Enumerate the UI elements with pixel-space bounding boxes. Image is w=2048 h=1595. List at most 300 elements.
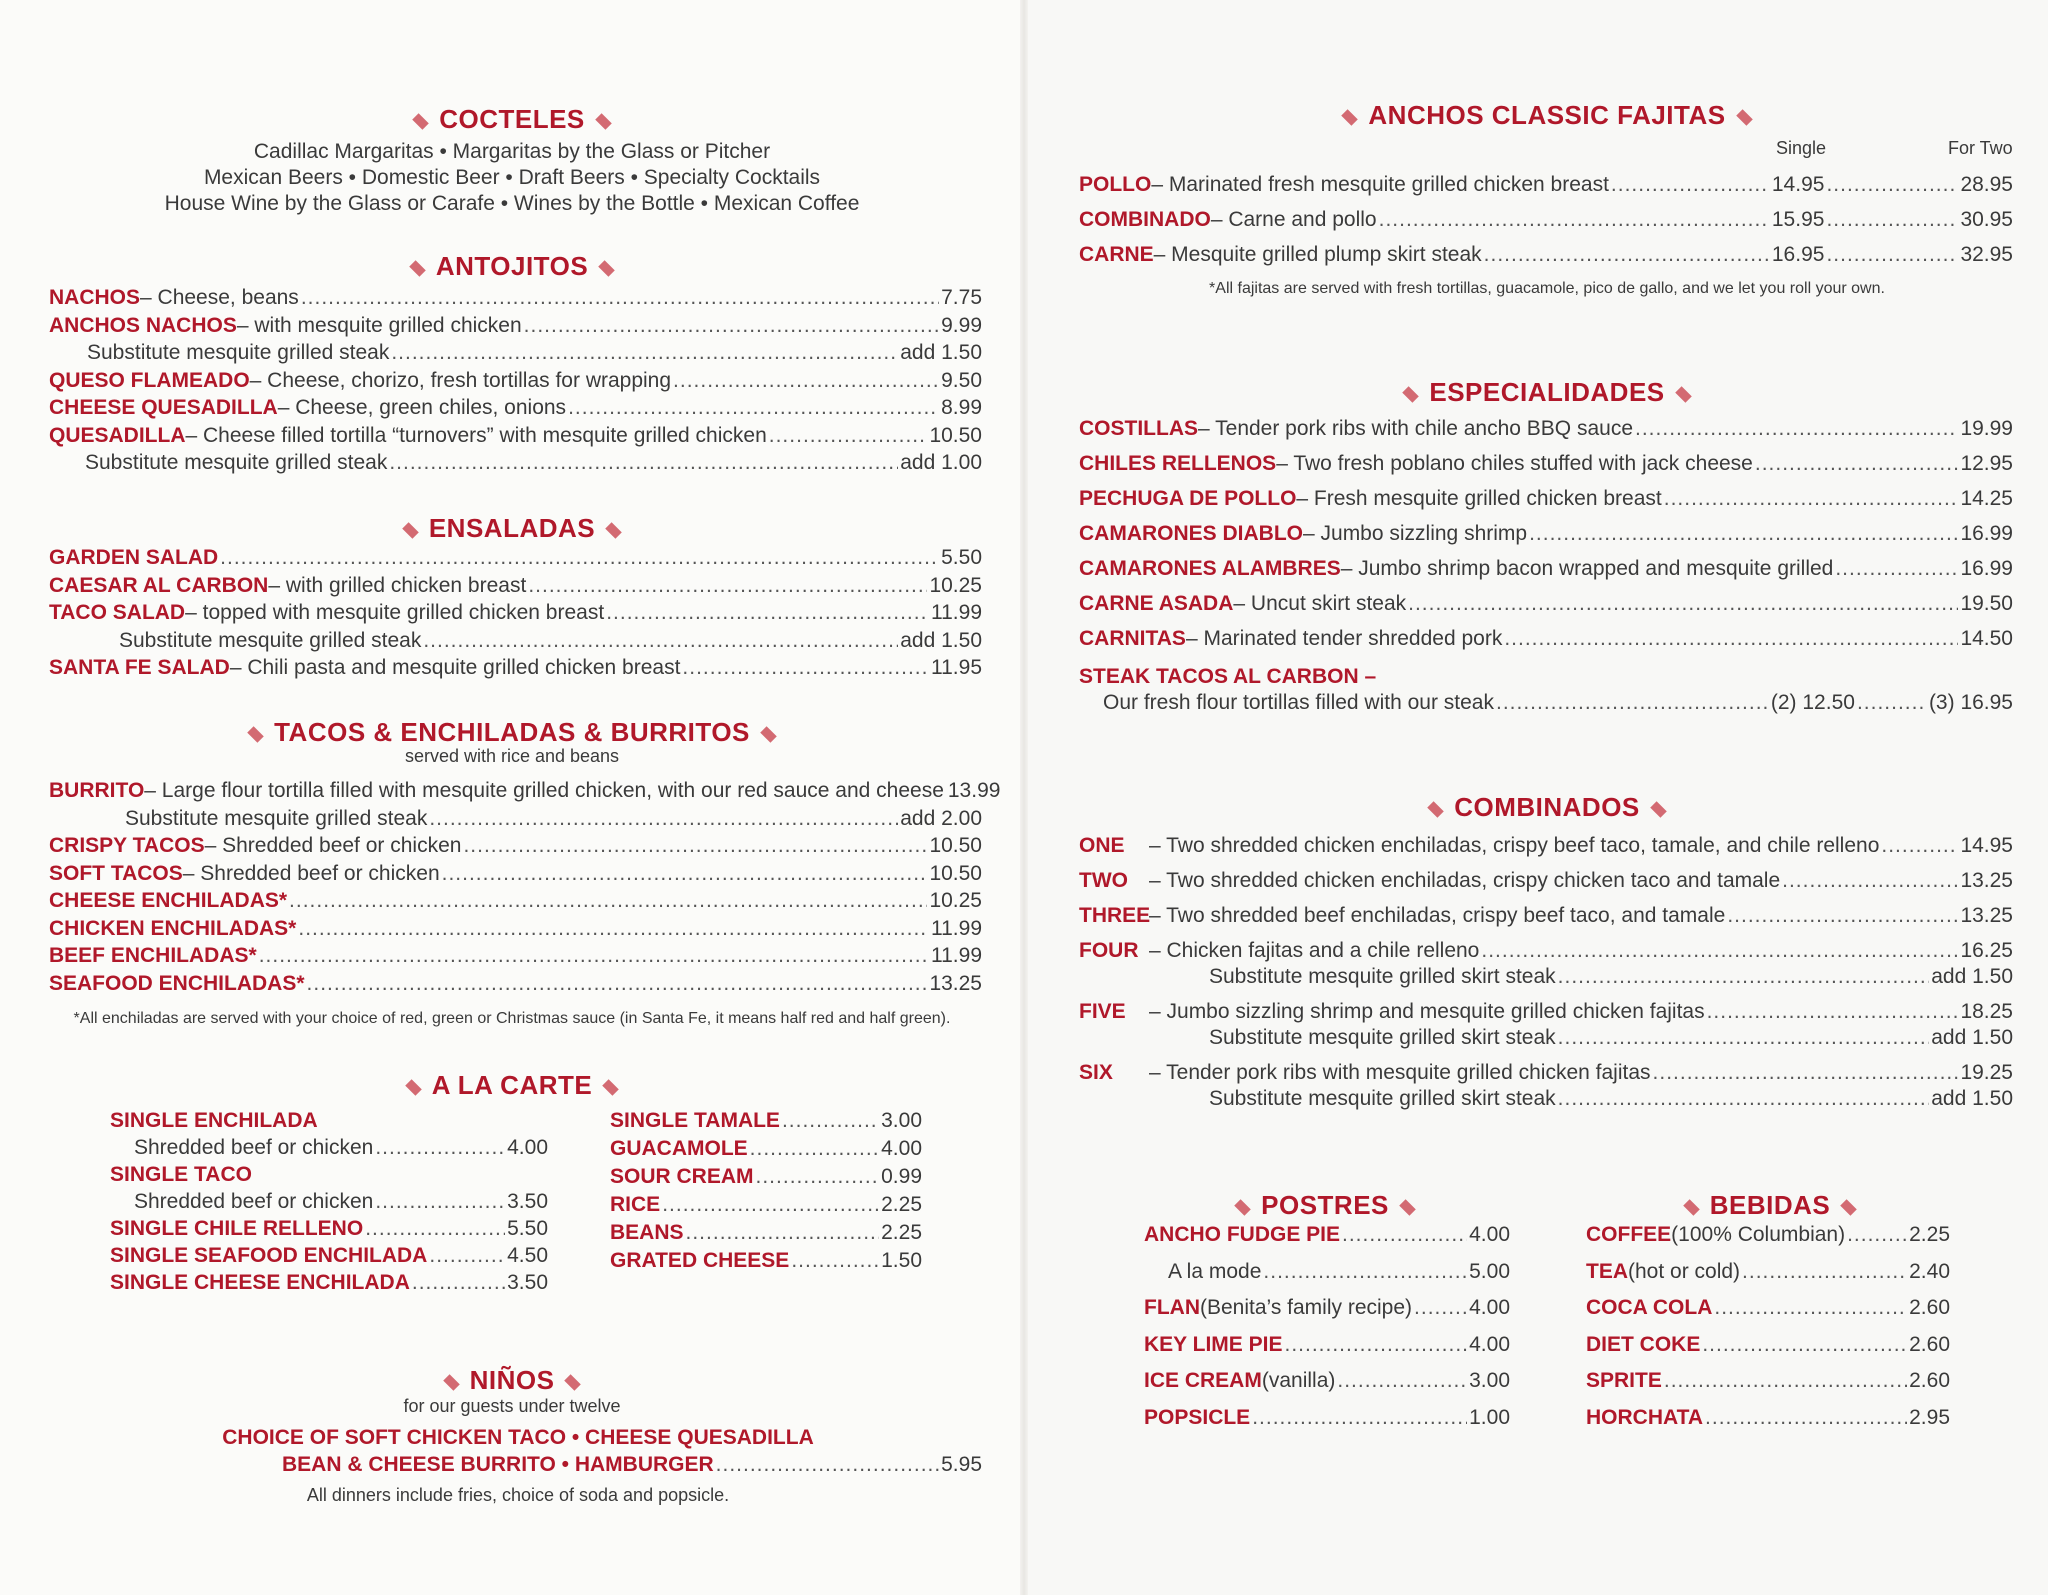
item-name: SIX — [1079, 1061, 1113, 1084]
leader-dots — [1635, 416, 1958, 442]
diamond-icon — [565, 1374, 582, 1391]
menu-item — [125, 806, 982, 832]
item-price: add 1.00 — [900, 451, 982, 474]
diamond-icon — [247, 726, 264, 743]
item-price: 0.99 — [881, 1165, 922, 1188]
item-desc: – Cheese, chorizo, fresh tortillas for wrapping — [249, 368, 672, 392]
item-price: 2.25 — [881, 1221, 922, 1244]
diamond-icon — [595, 113, 612, 130]
item-price: 19.25 — [1960, 1061, 2013, 1084]
leader-dots — [606, 600, 929, 626]
item-desc: A la mode — [1168, 1259, 1262, 1283]
leader-dots — [1707, 999, 1959, 1025]
item-desc: Substitute mesquite grilled steak — [125, 806, 428, 830]
menu-item — [49, 655, 982, 681]
menu-item — [1079, 833, 2013, 859]
item-desc: Substitute mesquite grilled skirt steak — [1209, 1026, 1556, 1049]
menu-item — [110, 1162, 548, 1188]
item-desc: – Two fresh poblano chiles stuffed with jack cheese — [1276, 452, 1753, 475]
leader-dots — [673, 368, 939, 394]
item-desc: (100% Columbian) — [1671, 1223, 1846, 1246]
diamond-icon — [1840, 1199, 1857, 1216]
item-desc: Our fresh flour tortillas filled with our steak — [1103, 691, 1494, 714]
menu-item — [610, 1192, 922, 1218]
item-name: SINGLE SEAFOOD ENCHILADA — [110, 1244, 428, 1267]
item-desc: – Tender pork ribs with mesquite grilled chicken fajitas — [1149, 1061, 1651, 1084]
item-name: TEA — [1586, 1259, 1628, 1283]
diamond-icon — [1427, 801, 1444, 818]
item-name: SANTA FE SALAD — [49, 656, 230, 679]
item-price: 1.00 — [1469, 1405, 1510, 1429]
item-name: FOUR — [1079, 939, 1139, 962]
menu-item — [610, 1108, 922, 1134]
item-name: COCA COLA — [1586, 1296, 1713, 1319]
item-price: 11.99 — [931, 916, 982, 940]
leader-dots — [442, 861, 928, 887]
fajitas-header — [1024, 100, 2048, 131]
leader-dots — [1835, 556, 1958, 582]
leader-dots — [791, 1248, 879, 1274]
menu-item — [49, 423, 982, 449]
item-name: CAESAR AL CARBON — [49, 573, 269, 597]
leader-dots — [1504, 626, 1958, 652]
item-price: 18.25 — [1960, 1000, 2013, 1023]
menu-item — [49, 285, 982, 311]
item-price: 3.50 — [507, 1271, 548, 1294]
menu-item — [1209, 964, 2013, 990]
item-price: 10.50 — [929, 834, 982, 857]
item-price: 14.25 — [1960, 487, 2013, 510]
menu-item — [1079, 626, 2013, 652]
item-name: THREE — [1079, 904, 1151, 927]
item-desc: (vanilla) — [1261, 1369, 1336, 1392]
item-price: 4.00 — [1469, 1296, 1510, 1319]
item-name: BEAN & CHEESE BURRITO • HAMBURGER — [282, 1453, 714, 1476]
menu-item — [610, 1248, 922, 1274]
item-name: CHEESE QUESADILLA — [49, 396, 278, 419]
item-price: 10.50 — [929, 861, 982, 885]
leader-dots — [412, 1270, 505, 1296]
item-name: CARNITAS — [1079, 627, 1186, 650]
leader-dots — [1414, 1295, 1467, 1321]
item-name: POPSICLE — [1144, 1405, 1251, 1429]
item-name: CARNE ASADA — [1079, 592, 1234, 615]
item-price: 10.25 — [929, 889, 982, 912]
menu-item — [1144, 1368, 1510, 1394]
diamond-icon — [1342, 109, 1359, 126]
tacos-header — [0, 717, 1024, 748]
item-desc: Substitute mesquite grilled skirt steak — [1209, 1087, 1556, 1110]
leader-dots — [463, 833, 927, 859]
item-price: 12.95 — [1960, 452, 2013, 475]
menu-item — [610, 1164, 922, 1190]
price-for-two: 32.95 — [1960, 243, 2013, 266]
item-price: add 1.50 — [900, 341, 982, 364]
item-price: 10.25 — [929, 573, 982, 597]
leader-dots — [259, 943, 929, 969]
item-price: 16.25 — [1960, 939, 2013, 962]
item-price: 16.99 — [1960, 557, 2013, 580]
ensaladas-header-text: ENSALADAS — [428, 513, 596, 543]
item-name: ICE CREAM — [1144, 1369, 1262, 1392]
item-name: SEAFOOD ENCHILADAS* — [49, 971, 305, 995]
combinados-header — [1024, 792, 2048, 823]
item-desc: (Benita’s family recipe) — [1200, 1296, 1413, 1319]
leader-dots — [1702, 1332, 1907, 1358]
leader-dots — [365, 1216, 505, 1242]
menu-item — [1079, 999, 2013, 1025]
leader-dots — [682, 655, 929, 681]
leader-dots — [1653, 1060, 1959, 1086]
item-price: 11.99 — [931, 944, 982, 967]
leader-dots — [307, 971, 928, 997]
leader-dots — [423, 628, 898, 654]
menu-item — [49, 545, 982, 571]
menu-item — [1586, 1332, 1950, 1358]
leader-dots — [1558, 1025, 1930, 1051]
item-price: 3.50 — [507, 1190, 548, 1213]
item-desc: – Jumbo sizzling shrimp — [1303, 522, 1528, 545]
diamond-icon — [1675, 386, 1692, 403]
ninos-note: All dinners include fries, choice of soda and popsicle. — [306, 1485, 730, 1505]
leader-dots — [1742, 1259, 1907, 1285]
fajita-item — [1079, 207, 2013, 233]
ensaladas-header — [0, 513, 1024, 544]
fajitas-col-single: Single — [1776, 138, 1827, 158]
item-price: 5.50 — [507, 1217, 548, 1240]
item-price: 13.25 — [1960, 904, 2013, 927]
item-desc: – Large flour tortilla filled with mesquite grilled chicken, with our red sauce and cheese — [144, 779, 944, 802]
leader-dots — [1705, 1405, 1907, 1431]
item-name: ONE — [1079, 834, 1125, 857]
fajitas-note: *All fajitas are served with fresh tortillas, guacamole, pico de gallo, and we let you roll your own. — [1209, 280, 1885, 297]
item-name: GRATED CHEESE — [610, 1249, 790, 1272]
menu-item — [49, 971, 982, 997]
item-price: 19.50 — [1960, 592, 2013, 615]
diamond-icon — [760, 726, 777, 743]
menu-item — [1079, 486, 2013, 512]
menu-item — [1586, 1259, 1950, 1285]
leader-dots — [1847, 1222, 1907, 1248]
menu-item — [1079, 868, 2013, 894]
cocteles-header-text: COCTELES — [439, 104, 585, 134]
leader-dots — [1664, 1368, 1907, 1394]
especialidades-header — [1024, 377, 2048, 408]
item-price: 5.50 — [941, 546, 982, 569]
leader-dots — [1558, 964, 1930, 990]
item-price: 9.99 — [941, 313, 982, 337]
leader-dots — [1826, 242, 1958, 268]
item-desc: Substitute mesquite grilled steak — [85, 451, 388, 474]
leader-dots — [429, 806, 898, 832]
leader-dots — [1484, 242, 1770, 268]
item-price: 2.25 — [1909, 1223, 1950, 1246]
menu-item — [1586, 1222, 1950, 1248]
item-desc: – Carne and pollo — [1210, 208, 1377, 231]
item-price: 5.00 — [1469, 1259, 1510, 1283]
item-desc: – Fresh mesquite grilled chicken breast — [1296, 487, 1662, 510]
item-name: ANCHO FUDGE PIE — [1144, 1223, 1341, 1246]
leader-dots — [220, 545, 939, 571]
tacos-subtitle: served with rice and beans — [404, 746, 620, 766]
item-name: POLLO — [1079, 173, 1152, 196]
item-desc: – Shredded beef or chicken — [204, 834, 462, 857]
item-price: 13.25 — [1960, 869, 2013, 892]
leader-dots — [1263, 1259, 1467, 1285]
leader-dots — [1481, 938, 1958, 964]
ninos-choices-line2 — [282, 1452, 982, 1478]
menu-item — [49, 943, 982, 969]
diamond-icon — [598, 260, 615, 277]
item-price: 11.95 — [931, 656, 982, 679]
menu-item — [1168, 1259, 1510, 1285]
item-desc: – topped with mesquite grilled chicken breast — [185, 601, 605, 624]
cocteles-line: Cadillac Margaritas • Margaritas by the Glass or Pitcher — [253, 140, 771, 163]
item-price: 3.00 — [1469, 1369, 1510, 1392]
diamond-icon — [409, 260, 426, 277]
item-desc: – Two shredded beef enchiladas, crispy beef taco, and tamale — [1149, 904, 1726, 927]
leader-dots — [1714, 1295, 1907, 1321]
item-price: 2.40 — [1909, 1259, 1950, 1283]
item-name: CHEESE ENCHILADAS* — [49, 889, 288, 912]
steak-tacos-desc — [1103, 690, 2013, 716]
leader-dots — [1337, 1368, 1467, 1394]
menu-item — [1209, 1086, 2013, 1112]
menu-item — [1079, 903, 2013, 929]
menu-item — [49, 395, 982, 421]
item-desc: Substitute mesquite grilled skirt steak — [1209, 965, 1556, 988]
alacarte-header — [0, 1070, 1024, 1101]
item-desc: – Uncut skirt steak — [1233, 592, 1407, 615]
menu-item — [610, 1220, 922, 1246]
leader-dots — [1755, 451, 1959, 477]
leader-dots — [1857, 690, 1927, 716]
item-price: 7.75 — [941, 286, 982, 309]
item-name: CHICKEN ENCHILADAS* — [49, 916, 297, 940]
menu-item — [49, 573, 982, 599]
menu-item — [49, 313, 982, 339]
item-price: 9.50 — [941, 368, 982, 392]
item-name: SINGLE CHILE RELLENO — [110, 1217, 364, 1240]
diamond-icon — [405, 1079, 422, 1096]
menu-item — [110, 1270, 548, 1296]
diamond-icon — [1399, 1199, 1416, 1216]
leader-dots — [1379, 207, 1770, 233]
item-desc: – Mesquite grilled plump skirt steak — [1153, 243, 1482, 266]
item-desc: – Cheese, green chiles, onions — [277, 396, 567, 419]
menu-item — [1209, 1025, 2013, 1051]
item-desc: – Cheese, beans — [140, 286, 299, 309]
item-name: PECHUGA DE POLLO — [1079, 487, 1297, 510]
item-name: CHILES RELLENOS — [1079, 452, 1277, 475]
alacarte-header-text: A LA CARTE — [431, 1070, 593, 1100]
menu-item — [610, 1136, 922, 1162]
diamond-icon — [1650, 801, 1667, 818]
fajitas-col-for-two: For Two — [1948, 138, 2013, 158]
combinados-header-text: COMBINADOS — [1454, 792, 1640, 822]
item-desc: – Marinated fresh mesquite grilled chicken breast — [1151, 173, 1609, 196]
item-desc: – Two shredded chicken enchiladas, crispy chicken taco and tamale — [1149, 869, 1781, 892]
item-name: RICE — [610, 1193, 661, 1216]
menu-item — [1144, 1295, 1510, 1321]
item-desc: – Chicken fajitas and a chile relleno — [1149, 939, 1480, 962]
item-name: KEY LIME PIE — [1144, 1332, 1283, 1356]
diamond-icon — [605, 522, 622, 539]
leader-dots — [1558, 1086, 1930, 1112]
leader-dots — [750, 1136, 879, 1162]
diamond-icon — [1234, 1199, 1251, 1216]
leader-dots — [1611, 172, 1770, 198]
steak-tacos-name — [1079, 664, 1376, 690]
item-price: 4.50 — [507, 1244, 548, 1267]
item-price: 16.99 — [1960, 522, 2013, 545]
diamond-icon — [1736, 109, 1753, 126]
item-price: 13.25 — [929, 971, 982, 995]
item-price: 8.99 — [941, 396, 982, 419]
price-single: 14.95 — [1771, 173, 1825, 196]
leader-dots — [1826, 207, 1958, 233]
leader-dots — [1727, 903, 1958, 929]
bebidas-header-text: BEBIDAS — [1709, 1190, 1831, 1220]
leader-dots — [1826, 172, 1958, 198]
leader-dots — [429, 1243, 505, 1269]
menu-item — [1079, 451, 2013, 477]
leader-dots — [391, 340, 898, 366]
price-three-tacos: (3) 16.95 — [1928, 691, 2013, 714]
leader-dots — [524, 313, 939, 339]
leader-dots — [1252, 1405, 1467, 1431]
cocteles-line: House Wine by the Glass or Carafe • Wines by the Bottle • Mexican Coffee — [164, 192, 860, 215]
postres-header — [1140, 1190, 1510, 1221]
diamond-icon — [1683, 1199, 1700, 1216]
item-price: 4.00 — [1469, 1223, 1510, 1246]
leader-dots — [1342, 1222, 1467, 1248]
leader-dots — [1408, 591, 1958, 617]
tacos-header-text: TACOS & ENCHILADAS & BURRITOS — [274, 717, 750, 747]
leader-dots — [1529, 521, 1958, 547]
ninos-subtitle: for our guests under twelve — [403, 1396, 621, 1416]
leader-dots — [389, 450, 898, 476]
item-price: add 1.50 — [900, 628, 982, 652]
item-name: TWO — [1079, 869, 1128, 892]
antojitos-header — [0, 251, 1024, 282]
item-name: SINGLE ENCHILADA — [110, 1109, 318, 1132]
leader-dots — [1496, 690, 1769, 716]
postres-header-text: POSTRES — [1261, 1190, 1389, 1220]
menu-item — [1079, 938, 2013, 964]
menu-item — [1586, 1295, 1950, 1321]
item-desc: – Shredded beef or chicken — [182, 861, 440, 885]
menu-item — [110, 1243, 548, 1269]
menu-item — [1144, 1222, 1510, 1248]
menu-item — [1079, 1060, 2013, 1086]
item-price: 13.99 — [947, 779, 1001, 802]
menu-item — [87, 340, 982, 366]
menu-item — [134, 1189, 548, 1215]
item-name: QUESADILLA — [49, 423, 186, 447]
item-name: SINGLE TACO — [110, 1163, 252, 1186]
diamond-icon — [443, 1374, 460, 1391]
item-name: FIVE — [1079, 1000, 1126, 1023]
item-name: SINGLE CHEESE ENCHILADA — [110, 1271, 410, 1294]
item-desc: – Two shredded chicken enchiladas, crispy beef taco, tamale, and chile relleno — [1149, 834, 1880, 857]
ninos-choices-line1: CHOICE OF SOFT CHICKEN TACO • CHEESE QUESADILLA — [222, 1426, 814, 1449]
item-desc: Shredded beef or chicken — [134, 1136, 374, 1159]
menu-item — [49, 916, 982, 942]
menu-item — [110, 1216, 548, 1242]
item-name: SPRITE — [1586, 1369, 1662, 1392]
leader-dots — [1881, 833, 1958, 859]
item-desc: – Jumbo shrimp bacon wrapped and mesquite grilled — [1340, 557, 1834, 580]
item-price: 4.00 — [507, 1136, 548, 1159]
item-name: CAMARONES ALAMBRES — [1079, 557, 1341, 580]
menu-item — [1079, 521, 2013, 547]
price-two-tacos: (2) 12.50 — [1770, 691, 1855, 714]
item-desc: – with grilled chicken breast — [268, 573, 527, 597]
leader-dots — [301, 285, 939, 311]
item-price: 5.95 — [941, 1453, 982, 1476]
menu-item — [1144, 1405, 1510, 1431]
item-desc: Substitute mesquite grilled steak — [119, 628, 422, 652]
leader-dots — [686, 1220, 880, 1246]
item-name: CARNE — [1079, 243, 1154, 266]
item-name: COFFEE — [1586, 1223, 1672, 1246]
item-price: 14.50 — [1960, 627, 2013, 650]
leader-dots — [289, 888, 927, 914]
item-desc: (hot or cold) — [1628, 1259, 1741, 1283]
menu-item — [49, 833, 982, 859]
menu-item — [110, 1108, 548, 1134]
item-price: 11.99 — [931, 601, 982, 624]
leader-dots — [716, 1452, 939, 1478]
item-price: 2.60 — [1909, 1332, 1950, 1356]
item-name: BEANS — [610, 1221, 684, 1244]
item-price: 4.00 — [1469, 1332, 1510, 1356]
diamond-icon — [402, 522, 419, 539]
item-name: HORCHATA — [1586, 1405, 1704, 1429]
leader-dots — [769, 423, 928, 449]
item-price: add 1.50 — [1931, 965, 2013, 988]
leader-dots — [662, 1192, 879, 1218]
item-name: CAMARONES DIABLO — [1079, 522, 1303, 545]
menu-item — [49, 861, 982, 887]
price-single: 15.95 — [1771, 208, 1825, 231]
item-name: BEEF ENCHILADAS* — [49, 944, 257, 967]
item-price: 2.60 — [1909, 1369, 1950, 1392]
item-desc: – Tender pork ribs with chile ancho BBQ sauce — [1198, 417, 1634, 440]
item-name: TACO SALAD — [49, 601, 186, 624]
especialidades-header-text: ESPECIALIDADES — [1429, 377, 1665, 407]
leader-dots — [298, 916, 929, 942]
leader-dots — [568, 395, 939, 421]
menu-item — [49, 778, 1001, 804]
item-price: 1.50 — [881, 1249, 922, 1272]
leader-dots — [1284, 1332, 1467, 1358]
item-price: 19.99 — [1960, 417, 2013, 440]
diamond-icon — [1403, 386, 1420, 403]
item-price: 10.50 — [929, 423, 982, 447]
antojitos-header-text: ANTOJITOS — [435, 251, 589, 281]
fajitas-header-text: ANCHOS CLASSIC FAJITAS — [1368, 100, 1726, 130]
menu-item — [1586, 1405, 1950, 1431]
item-desc: – Marinated tender shredded pork — [1185, 627, 1503, 650]
leader-dots — [528, 573, 927, 599]
menu-item — [1079, 591, 2013, 617]
item-name: COMBINADO — [1079, 208, 1211, 231]
item-price: 2.95 — [1909, 1405, 1950, 1429]
item-name: COSTILLAS — [1079, 417, 1198, 440]
item-name: GARDEN SALAD — [49, 546, 219, 569]
